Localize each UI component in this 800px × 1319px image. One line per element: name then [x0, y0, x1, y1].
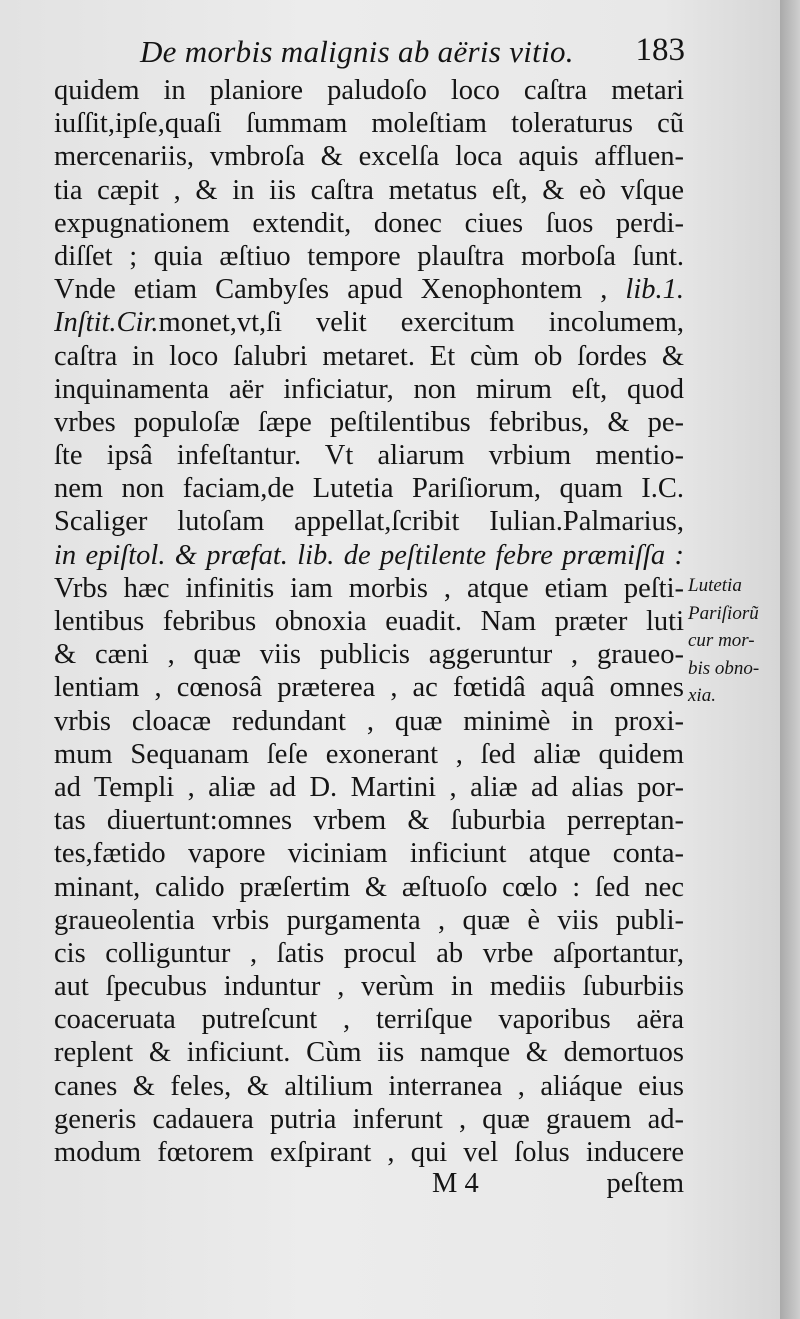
- text-line: [54, 472, 684, 505]
- text-line: [54, 804, 684, 837]
- line-text: iuſſit,ipſe,quaſi ſummam moleſtiam toleraturus cũ: [54, 108, 684, 140]
- text-line: [54, 439, 684, 472]
- text-line: [54, 738, 684, 771]
- line-text: tia cæpit , & in iis caſtra metatus eſt, & eò vſque: [54, 174, 684, 206]
- line-text: graueolentia vrbis purgamenta , quæ è viis publi-: [54, 904, 684, 936]
- text-line: [54, 1036, 684, 1069]
- text-line: [54, 207, 684, 240]
- line-text: quidem in planiore paludoſo loco caſtra metari: [54, 75, 684, 106]
- line-text: tas diuertunt:omnes vrbem & ſuburbia perreptan-: [54, 805, 684, 837]
- running-title: De morbis malignis ab aëris vitio.: [140, 34, 574, 69]
- text-line: [54, 406, 684, 439]
- margin-note-line: cur mor-: [688, 630, 755, 651]
- line-text: Vrbs hæc infinitis iam morbis , atque etiam peſti-: [54, 572, 684, 604]
- text-line: [54, 1136, 684, 1169]
- text-line: [54, 638, 684, 671]
- text-line: [54, 373, 684, 406]
- line-text: replent & inficiunt. Cùm iis namque & demortuos: [54, 1037, 684, 1069]
- line-text: ad Templi , aliæ ad D. Martini , aliæ ad alias por-: [54, 771, 684, 803]
- text-line: [54, 74, 684, 107]
- line-text: Scaliger lutoſam appellat,ſcribit Iulian.Palmarius,: [54, 506, 684, 538]
- line-text: aut ſpecubus induntur , verùm in mediis ſuburbiis: [54, 971, 684, 1003]
- page-header: [130, 30, 685, 80]
- text-line: [54, 771, 684, 804]
- text-line: [54, 904, 684, 937]
- text-line: [54, 970, 684, 1003]
- page-number: 183: [635, 32, 685, 68]
- italic-text: in epiſtol. & præfat. lib. de peſtilente febre præmiſſa :: [54, 539, 684, 571]
- line-text: generis cadauera putria inferunt , quæ grauem ad-: [54, 1103, 684, 1135]
- line-text: minant, calido præſertim & æſtuoſo cœlo : ſed nec: [54, 871, 684, 903]
- text-line: [54, 340, 684, 373]
- line-text: canes & feles, & altilium interranea , aliáque eius: [54, 1070, 684, 1102]
- line-text: monet,vt,ſi velit exercitum incolumem,: [158, 307, 684, 339]
- text-line: [54, 837, 684, 870]
- line-text: inquinamenta aër inficiatur, non mirum eſt, quod: [54, 373, 684, 405]
- line-text: tes,fætido vapore viciniam inficiunt atque conta-: [54, 838, 684, 870]
- text-line: [54, 671, 684, 704]
- text-line: [54, 1003, 684, 1036]
- signature-mark: M 4: [432, 1168, 479, 1199]
- text-line: [54, 1070, 684, 1103]
- text-line: [54, 306, 684, 339]
- text-line: [54, 107, 684, 140]
- margin-note-line: Pariſiorũ: [688, 602, 759, 624]
- line-text: mercenariis, vmbroſa & excelſa loca aquis affluen-: [54, 141, 684, 173]
- line-text: cis colliguntur , ſatis procul ab vrbe aſportantur,: [54, 937, 684, 969]
- text-line: [54, 937, 684, 970]
- line-text: diſſet ; quia æſtiuo tempore plauſtra morboſa ſunt.: [54, 240, 684, 272]
- margin-note-line: Lutetia: [688, 575, 742, 596]
- line-text: Vnde etiam Cambyſes apud Xenophontem ,: [54, 274, 626, 306]
- line-text: lentiam , cœnosâ præterea , ac fœtidâ aquâ omnes: [54, 672, 684, 704]
- text-line: [54, 871, 684, 904]
- line-text: caſtra in loco ſalubri metaret. Et cùm ob ſordes &: [54, 340, 684, 372]
- page-footer: [54, 1168, 684, 1208]
- margin-note-line: xia.: [688, 685, 716, 706]
- line-text: lentibus febribus obnoxia euadit. Nam præter luti: [54, 606, 684, 637]
- line-text: vrbis cloacæ redundant , quæ minimè in proxi-: [54, 705, 684, 737]
- line-text: & cæni , quæ viis publicis aggeruntur , graueo-: [54, 639, 684, 671]
- text-line: [54, 505, 684, 538]
- margin-note-line: bis obno-: [688, 657, 760, 679]
- text-line: [54, 605, 684, 638]
- text-line: [54, 705, 684, 738]
- line-text: vrbes populoſæ ſæpe peſtilentibus febribus, & pe-: [54, 406, 684, 438]
- text-line: [54, 1103, 684, 1136]
- catchword: peſtem: [606, 1168, 684, 1199]
- line-text: coaceruata putreſcunt , terriſque vaporibus aëra: [54, 1004, 684, 1036]
- italic-text: Inſtit.Cir.: [54, 307, 159, 339]
- text-line: [54, 572, 684, 605]
- margin-note: [688, 572, 780, 710]
- body-text: [54, 74, 684, 1169]
- line-text: nem non faciam,de Lutetia Pariſiorum, quam I.C.: [54, 473, 684, 505]
- text-line: [54, 240, 684, 273]
- line-text: mum Sequanam ſeſe exonerant , ſed aliæ quidem: [54, 738, 684, 770]
- line-text: expugnationem extendit, donec ciues ſuos perdi-: [54, 207, 684, 239]
- text-line: [54, 174, 684, 207]
- italic-text: lib.1.: [625, 274, 684, 306]
- page-edge: [780, 0, 800, 1319]
- line-text: ſte ipsâ infeſtantur. Vt aliarum vrbium mentio-: [54, 440, 684, 472]
- text-line: [54, 140, 684, 173]
- text-line: [54, 539, 684, 572]
- line-text: modum fœtorem exſpirant , qui vel ſolus inducere: [54, 1137, 684, 1168]
- text-line: [54, 273, 684, 306]
